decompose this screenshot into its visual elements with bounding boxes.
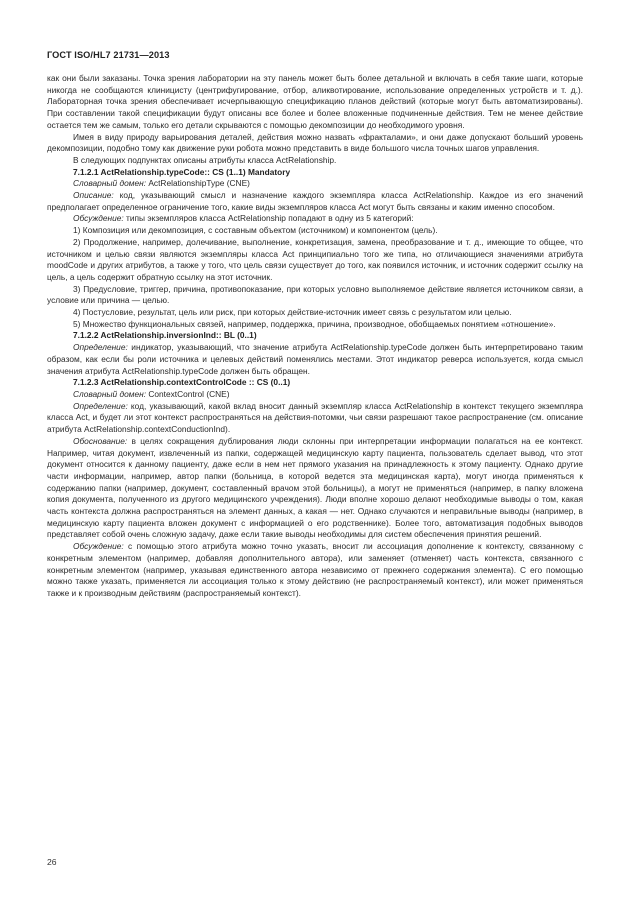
section-heading: 7.1.2.3 ActRelationship.contextControlCode :: CS (0..1) <box>73 377 291 388</box>
body-paragraph: 4) Постусловие, результат, цель или риск, при которых действие-источник имеет связь с результатом или целью. <box>73 307 512 318</box>
paragraph-text: в целях сокращения дублирования люди склонны при интерпретации информации полагаться на ее контекст. Например, читая документ, извлеченный из папки, содержащей медицинскую карту пациента, пользователь сделает вывод, что этот документ относится к данному пациенту, даже если в нем нет прямого указания на принадлежность к этому пациенту. Однако другие части информации, например, автор папки (больница, в которой ведется эта медицинская карта), могут иногда применяться к содержанию папки (например, документ, составленный врачом этой больницы), а могут не применяться (например, в папку вложена копия документа, полученного из другого медицинского учреждения). Люди вполне хорошо делают необходимые выводы о том, какая часть контекста должна распространяться на элемент данных, а какая — нет. Однако случаются и неправильные выводы (например, в медицинскую карту пациента вложен документ с информацией о его родственнике). Более того, автоматизация подобных выводов представляет собой очень сложную задачу, даже если такие выводы необходимы для систем обеспечения принятия решений. <box>47 435 583 540</box>
labeled-paragraph <box>47 213 583 225</box>
labeled-paragraph <box>47 541 583 600</box>
document-header: ГОСТ ISO/HL7 21731—2013 <box>47 50 170 60</box>
body-paragraph: 1) Композиция или декомпозиция, с составным объектом (источником) и компонентом (цель). <box>73 225 438 236</box>
body-paragraph: 3) Предусловие, триггер, причина, противопоказание, при которых условно выполняемое действие является источником связи, а условие или причина — целью. <box>47 283 583 306</box>
paragraph-text: код, указывающий смысл и назначение каждого экземпляра класса ActRelationship. Каждое из его значений предполагает определенное ограничение того, какие виды экземпляров класса Act могут быть связаны и каким именно способом. <box>47 190 583 212</box>
paragraph-text: ContextControl (CNE) <box>146 388 230 399</box>
labeled-paragraph <box>47 389 583 401</box>
body-paragraph: Имея в виду природу варьирования деталей, действия можно назвать «фракталами», и они даже допускают больший уровень декомпозиции, подобно тому как движение руки робота можно представить в виде большого числа точных шагов управления. <box>47 131 583 154</box>
section-heading: 7.1.2.1 ActRelationship.typeCode:: CS (1..1) Mandatory <box>73 166 291 177</box>
paragraph-text: типы экземпляров класса ActRelationship попадают в одну из 5 категорий: <box>123 213 414 224</box>
labeled-paragraph <box>47 342 583 377</box>
paragraph-text: с помощью этого атрибута можно точно указать, вносит ли ассоциация дополнение к контексту, связанному с конкретным элементом (например, добавляя дополнительного автора), или заменяет (отменяет) часть контекста, связанного с конкретным элементом (например, указывая единственного автора независимо от прежнего содержания элемента). С его помощью можно также указать, применяется ли ассоциация только к этому действию (не распространяемый контекст), или может применяться также и к производным действиям (распространяемый контекст). <box>47 541 583 598</box>
paragraph-text: индикатор, указывающий, что значение атрибута ActRelationship.typeCode должен быть интерпретировано таким образом, как если бы роли источника и целевых действий поменялись местами. Этот индикатор реверса используется, когда смысл значения атрибута ActRelationship.typeCode должен быть обращен. <box>47 342 583 376</box>
paragraph-label: Словарный домен: <box>73 388 147 399</box>
paragraph-label: Обсуждение: <box>73 541 124 552</box>
paragraph-label: Определение: <box>73 342 128 353</box>
section-heading: 7.1.2.2 ActRelationship.inversionInd:: BL (0..1) <box>73 330 257 341</box>
body-paragraph: 5) Множество функциональных связей, например, поддержка, причина, производное, обобщаемых понятием «отношение». <box>73 318 556 329</box>
document-body <box>47 73 583 600</box>
body-paragraph: как они были заказаны. Точка зрения лаборатории на эту панель может быть более детальной и включать в себя такие шаги, которые никогда не сообщаются клиницисту (центрифугирование, отбор, аликвотирование, использование определенных устройств и т. д.). Лабораторная точка зрения обеспечивает исчерпывающую спецификацию планов действий (которые могут быть автоматизированы). При составлении такой спецификации будут описаны все более и более вложенные подчиненные действия. Тем не менее действие остается тем же самым, только его детали скрываются с помощью декомпозиции до необходимого уровня. <box>47 73 583 130</box>
body-paragraph: 2) Продолжение, например, долечивание, выполнение, конкретизация, замена, преобразование и т. д., имеющие то общее, что источником и целью связи являются экземпляры класса Act принципиально того же типа, но отличающиеся значениями атрибута moodCode и других атрибутов, а также у того, что цель связи существует до того, как появился источник, и источник содержит ссылку на цель, а цель содержит обратную ссылку на этот источник. <box>47 236 583 282</box>
labeled-paragraph <box>47 178 583 190</box>
paragraph-label: Обсуждение: <box>73 213 124 224</box>
paragraph-text: код, указывающий, какой вклад вносит данный экземпляр класса ActRelationship в контекст текущего экземпляра класса Act, и будет ли этот контекст распространяться на действия-потомки, чьи связи разрешают такое распространение (см. описание атрибута ActRelationship.contextConductionInd). <box>47 400 583 435</box>
paragraph-label: Описание: <box>73 190 114 201</box>
page-number: 26 <box>47 857 57 867</box>
labeled-paragraph <box>47 401 583 436</box>
paragraph-text: ActRelationshipType (CNE) <box>146 178 250 189</box>
labeled-paragraph <box>47 436 583 541</box>
paragraph-label: Определение: <box>73 400 128 411</box>
paragraph-label: Словарный домен: <box>73 178 147 189</box>
body-paragraph: В следующих подпунктах описаны атрибуты класса ActRelationship. <box>73 154 337 165</box>
labeled-paragraph <box>47 190 583 213</box>
paragraph-label: Обоснование: <box>73 435 128 446</box>
